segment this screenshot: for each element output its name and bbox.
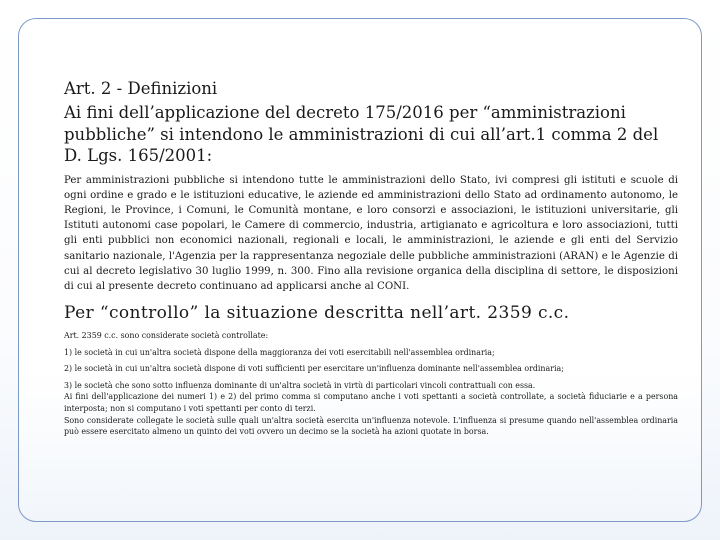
list-item: 2) le società in cui un'altra società dispone di voti sufficienti per esercitare un'influenza dominante nell'assemblea ordinaria; — [64, 364, 564, 374]
slide-content — [64, 78, 678, 443]
article-heading: Art. 2 - Definizioni — [64, 79, 218, 98]
list-item: Ai fini dell'applicazione dei numeri 1) e 2) del primo comma si computano anche i voti spettanti a società controllate, a società fiduciarie e a persona interposta; non si computano i voti spettanti per conto di terzi. — [64, 392, 678, 414]
definition-paragraph: Per amministrazioni pubbliche si intendono tutte le amministrazioni dello Stato, ivi compresi gli istituti e scuole di ogni ordine e grado e le istituzioni educative, le aziende ed amministrazioni dello Stato ad ordinamento autonomo, le Regioni, le Province, i Comuni, le Comunità montane, e loro consorzi e associazioni, le istituzioni universitarie, gli Istituti autonomi case popolari, le Camere di commercio, industria, artigianato e agricoltura e loro associazioni, tutti gli enti pubblici non economici nazionali, regionali e locali, le amministrazioni, le aziende e gli enti del Servizio sanitario nazionale, l'Agenzia per la rappresentanza negoziale delle pubbliche amministrazioni (ARAN) e le Agenzie di cui al decreto legislativo 30 luglio 1999, n. 300. Fino alla revisione organica della disciplina di settore, le disposizioni di cui al presente decreto continuano ad applicarsi anche al CONI. — [64, 174, 678, 292]
list-item: Art. 2359 c.c. sono considerate società controllate: — [64, 331, 269, 341]
intro-paragraph: Ai fini dell’applicazione del decreto 175/2016 per “amministrazioni pubbliche” si intendono le amministrazioni di cui all’art.1 comma 2 del D. Lgs. 165/2001: — [64, 103, 659, 165]
control-section-title: Per “controllo” la situazione descritta nell’art. 2359 c.c. — [64, 303, 570, 324]
list-item: 1) le società in cui un'altra società dispone della maggioranza dei voti esercitabili nell'assemblea ordinaria; — [64, 347, 495, 357]
control-definition-list — [64, 330, 678, 438]
list-item: Sono considerate collegate le società sulle quali un'altra società esercita un'influenza notevole. L'influenza si presume quando nell'assemblea ordinaria può essere esercitato almeno un quinto dei voti ovvero un decimo se la società ha azioni quotate in borsa. — [64, 415, 678, 437]
list-item: 3) le società che sono sotto influenza dominante di un'altra società in virtù di particolari vincoli contrattuali con essa. — [64, 380, 536, 390]
